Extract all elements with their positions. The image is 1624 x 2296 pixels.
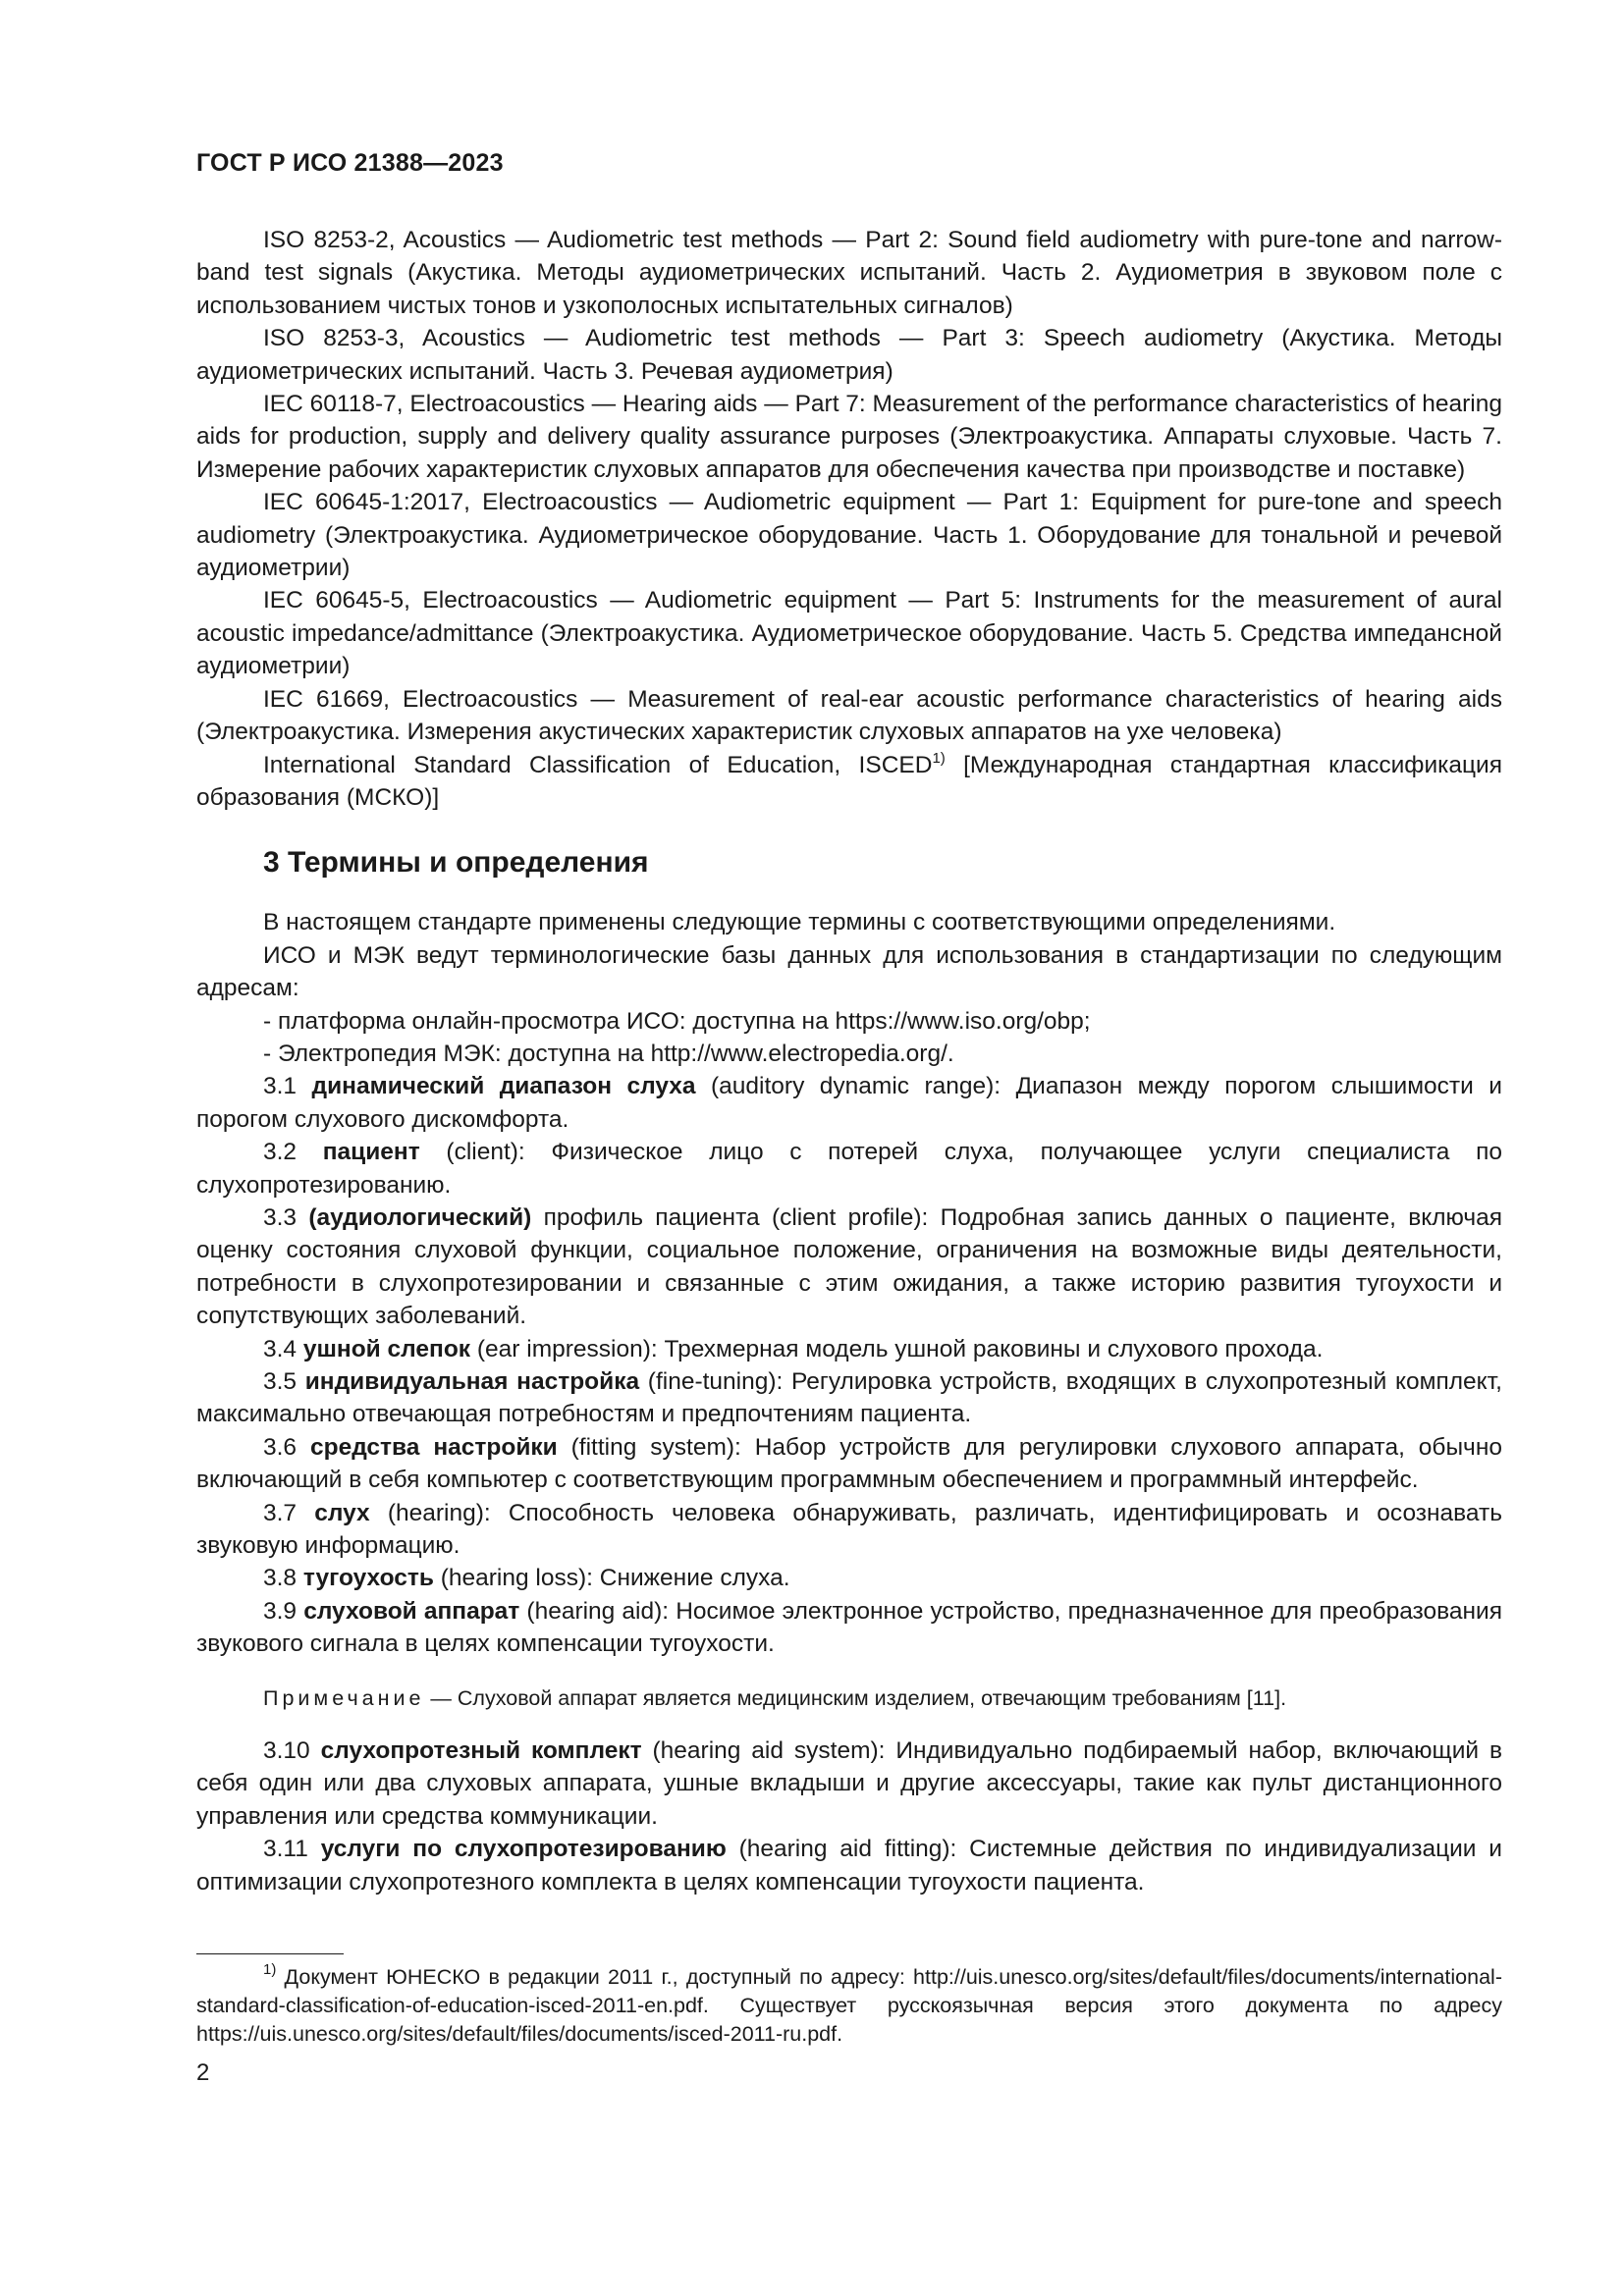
isced-text: International Standard Classification of Education, ISCED bbox=[263, 751, 933, 778]
term-name: тугоухость bbox=[302, 1565, 434, 1592]
term-number: 3.1 bbox=[263, 1073, 312, 1100]
term-3-6 bbox=[196, 1431, 1502, 1497]
term-number: 3.7 bbox=[263, 1499, 315, 1526]
term-3-5 bbox=[196, 1365, 1502, 1431]
reference-iso-8253-2: ISO 8253-2, Acoustics — Audiometric test methods — Part 2: Sound field audiometry with pure-tone and narrow-band test signals (Акустика. Методы аудиометрических испытаний. Часть 2. Аудиометрия в звуковом поле с использованием чистых тонов и узкополосных испытательных сигналов) bbox=[196, 227, 1502, 319]
document-body bbox=[196, 224, 1502, 1898]
document-code-header: ГОСТ Р ИСО 21388—2023 bbox=[196, 149, 504, 177]
term-number: 3.10 bbox=[263, 1737, 321, 1765]
isced-text-rest: [Международная стандартная классификация образования (МСКО)] bbox=[196, 751, 1502, 811]
reference-iec-60645-5: IEC 60645-5, Electroacoustics — Audiometric equipment — Part 5: Instruments for the measurement of aural acoustic impedance/admittance (Электроакустика. Аудиометрическое оборудование. Часть 5. Средства импедансной аудиометрии) bbox=[196, 587, 1502, 680]
reference-isced bbox=[196, 749, 1502, 815]
term-name: динамический диапазон слуха bbox=[311, 1073, 696, 1100]
term-name: слухопротезный комплект bbox=[320, 1737, 642, 1765]
term-definition: (hearing aid): Носимое электронное устройство, предназначенное для преобразования звукового сигнала в целях компенсации тугоухости. bbox=[196, 1597, 1502, 1658]
term-name: пациент bbox=[322, 1139, 420, 1166]
term-3-2 bbox=[196, 1136, 1502, 1201]
term-definition: (hearing aid system): Индивидуально подбираемый набор, включающий в себя один или два слуховых аппарата, ушные вкладыши и другие аксессуары, такие как пульт дистанционного управления или средства коммуникации. bbox=[196, 1737, 1502, 1830]
term-name: (аудиологический) bbox=[308, 1203, 532, 1231]
term-name: слух bbox=[314, 1499, 370, 1526]
term-name: индивидуальная настройка bbox=[304, 1368, 640, 1395]
term-number: 3.5 bbox=[263, 1368, 305, 1395]
note bbox=[196, 1682, 1502, 1715]
footnote-separator bbox=[196, 1953, 344, 1954]
term-number: 3.2 bbox=[263, 1139, 323, 1166]
footnote-ref-marker: 1) bbox=[932, 749, 946, 767]
term-definition: (ear impression): Трехмерная модель ушной раковины и слухового прохода. bbox=[470, 1335, 1324, 1362]
term-definition: (hearing aid fitting): Системные действия по индивидуализации и оптимизации слухопротезного комплекта в целях компенсации тугоухости пациента. bbox=[196, 1836, 1502, 1896]
note-label: Примечание bbox=[263, 1685, 425, 1710]
reference-iec-61669: IEC 61669, Electroacoustics — Measurement of real-ear acoustic performance characteristics of hearing aids (Электроакустика. Измерения акустических характеристик слуховых аппаратов на ухе человека) bbox=[196, 685, 1502, 746]
term-number: 3.8 bbox=[263, 1565, 303, 1592]
term-number: 3.9 bbox=[263, 1597, 304, 1625]
term-3-4 bbox=[196, 1333, 1502, 1365]
term-3-10 bbox=[196, 1735, 1502, 1833]
footnote bbox=[196, 1963, 1502, 2049]
note-text: — Слуховой аппарат является медицинским изделием, отвечающим требованиям [11]. bbox=[424, 1685, 1287, 1710]
page-number: 2 bbox=[196, 2059, 210, 2086]
list-item-iso-obp: - платформа онлайн-просмотра ИСО: доступна на https://www.iso.org/obp; bbox=[263, 1007, 1091, 1035]
term-name: услуги по слухопротезированию bbox=[320, 1836, 727, 1863]
term-3-8 bbox=[196, 1562, 1502, 1594]
term-number: 3.6 bbox=[263, 1433, 310, 1461]
term-number: 3.11 bbox=[263, 1836, 321, 1863]
term-name: средства настройки bbox=[309, 1433, 558, 1461]
term-3-3 bbox=[196, 1201, 1502, 1333]
term-3-7 bbox=[196, 1497, 1502, 1563]
reference-iso-8253-3: ISO 8253-3, Acoustics — Audiometric test methods — Part 3: Speech audiometry (Акустика. Методы аудиометрических испытаний. Часть 3. Речевая аудиометрия) bbox=[196, 325, 1502, 385]
term-definition: (hearing loss): Снижение слуха. bbox=[433, 1565, 790, 1592]
footnote-text: Документ ЮНЕСКО в редакции 2011 г., доступный по адресу: http://uis.unesco.org/sites/default/files/documents/international-standard-classification-of-education-isced-2011-en.pdf. Существует русскоязычная версия этого документа по адресу https://uis.unesco.org/sites/default/files/documents/isced-2011-ru.pdf. bbox=[196, 1965, 1502, 2046]
term-name: слуховой аппарат bbox=[303, 1597, 520, 1625]
term-definition: (fine-tuning): Регулировка устройств, входящих в слухопротезный комплект, максимально отвечающая потребностям и предпочтениям пациента. bbox=[196, 1368, 1502, 1428]
term-definition: профиль пациента (client profile): Подробная запись данных о пациенте, включая оценку состояния слуховой функции, социальное положение, ограничения на возможные виды деятельности, потребности в слухопротезировании и связанные с этим ожидания, а также историю развития тугоухости и сопутствующих заболеваний. bbox=[196, 1203, 1502, 1330]
term-definition: (fitting system): Набор устройств для регулировки слухового аппарата, обычно включающий в себя компьютер с соответствующим программным обеспечением и программный интерфейс. bbox=[196, 1433, 1502, 1494]
term-3-9 bbox=[196, 1595, 1502, 1661]
term-3-1 bbox=[196, 1070, 1502, 1136]
term-3-11 bbox=[196, 1833, 1502, 1898]
term-number: 3.4 bbox=[263, 1335, 303, 1362]
section-intro-databases: ИСО и МЭК ведут терминологические базы данных для использования в стандартизации по следующим адресам: bbox=[196, 941, 1502, 1002]
term-definition: (client): Физическое лицо с потерей слуха, получающее услуги специалиста по слухопротезированию. bbox=[196, 1139, 1502, 1199]
list-item-electropedia: - Электропедия МЭК: доступна на http://www.electropedia.org/. bbox=[263, 1040, 954, 1067]
footnote-marker: 1) bbox=[263, 1961, 277, 1978]
term-definition: (hearing): Способность человека обнаруживать, различать, идентифицировать и осознавать звуковую информацию. bbox=[196, 1499, 1502, 1560]
term-name: ушной слепок bbox=[302, 1335, 471, 1362]
section-title: 3 Термины и определения bbox=[263, 846, 649, 880]
term-definition: (auditory dynamic range): Диапазон между порогом слышимости и порогом слухового дискомфорта. bbox=[196, 1073, 1502, 1133]
term-number: 3.3 bbox=[263, 1203, 309, 1231]
reference-iec-60118-7: IEC 60118-7, Electroacoustics — Hearing aids — Part 7: Measurement of the performance characteristics of hearing aids for production, supply and delivery quality assurance purposes (Электроакустика. Аппараты слуховые. Часть 7. Измерение рабочих характеристик слуховых аппаратов для обеспечения качества при производстве и поставке) bbox=[196, 391, 1502, 483]
reference-iec-60645-1: IEC 60645-1:2017, Electroacoustics — Audiometric equipment — Part 1: Equipment for pure-tone and speech audiometry (Электроакустика. Аудиометрическое оборудование. Часть 1. Оборудование для тональной и речевой аудиометрии) bbox=[196, 489, 1502, 582]
section-intro: В настоящем стандарте применены следующие термины с соответствующими определениями. bbox=[263, 909, 1336, 936]
